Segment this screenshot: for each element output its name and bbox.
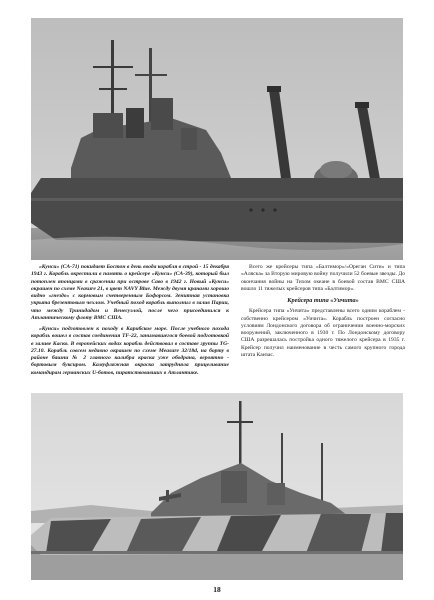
photo-cruiser-quincy-departing	[31, 18, 403, 260]
caption-column	[31, 264, 229, 381]
article-paragraph-wichita: Крейсера типа «Уичита» представлены всего одним кораблем - собственно крейсером «Уичита». Корабль построен согласно условиям Лондонского договора об ограничении военно-морских вооружений, заключенного в 1930 г. По Лондонскому договору США разрешалась постройка одного тяжелого крейсера в 1935 г. Крейсер получил наименование в честь самого крупного города штата Канзас.	[241, 308, 405, 358]
page-number: 18	[213, 585, 221, 594]
article-paragraph-baltimore: Всего же крейсеры типа «Балтимор»/«Ореган Сити» и типа «Аляска» за Вторую мировую войну получили 52 боевые звезды. До окончания войны на Тихом океане в боевой состав ВМС США вошло 11 тяжелых крейсеров типа «Балтимор».	[241, 264, 405, 292]
caption-top-photo: «Кунси» (CA-71) покидает Бостон в день ввода корабля в строй - 15 декабря 1943 г. Корабль окрестили в память о крейсере «Кунси» (CA-39), который был потоплен японцами в сражении при острове Саво в 1942 г. Новый «Кунси» окрашен по схеме Neasure 21, в цвет NAVY Blue. Между двумя кранами хорошо видно «гнездо» с кормовым счетверенным Бофорсом. Зенитная установка укрыта брезентовым чехлом. Учебный поход корабль выполнил в залив Парии, что между Тринидадом и Венесуэлой, после чего присоединился к Атлантическому флоту ВМС США.	[31, 264, 229, 321]
caption-bottom-photo: «Кунси» подготовлен к походу в Карибское море. После учебного похода корабль вошел в состав соединения TF-22, занимавшегося боевой подготовкой в заливе Каско. В европейских водах корабль действовал в составе группы TG-27.10. Корабль совсем недавно окрашен по схеме Measure 32/18d, на борту в районе башни № 2 главного калибра краска уже ободрана, вероятно - бортовым буксиром. Камуфляжная окраска затрудняла прицеливание командирам германских U-ботов, пиратствовавших в Атлантике.	[31, 326, 229, 376]
photo-cruiser-quincy-camouflage	[31, 393, 403, 580]
section-heading-wichita: Крейсера типа «Уичита»	[287, 297, 359, 304]
article-column	[241, 264, 405, 363]
